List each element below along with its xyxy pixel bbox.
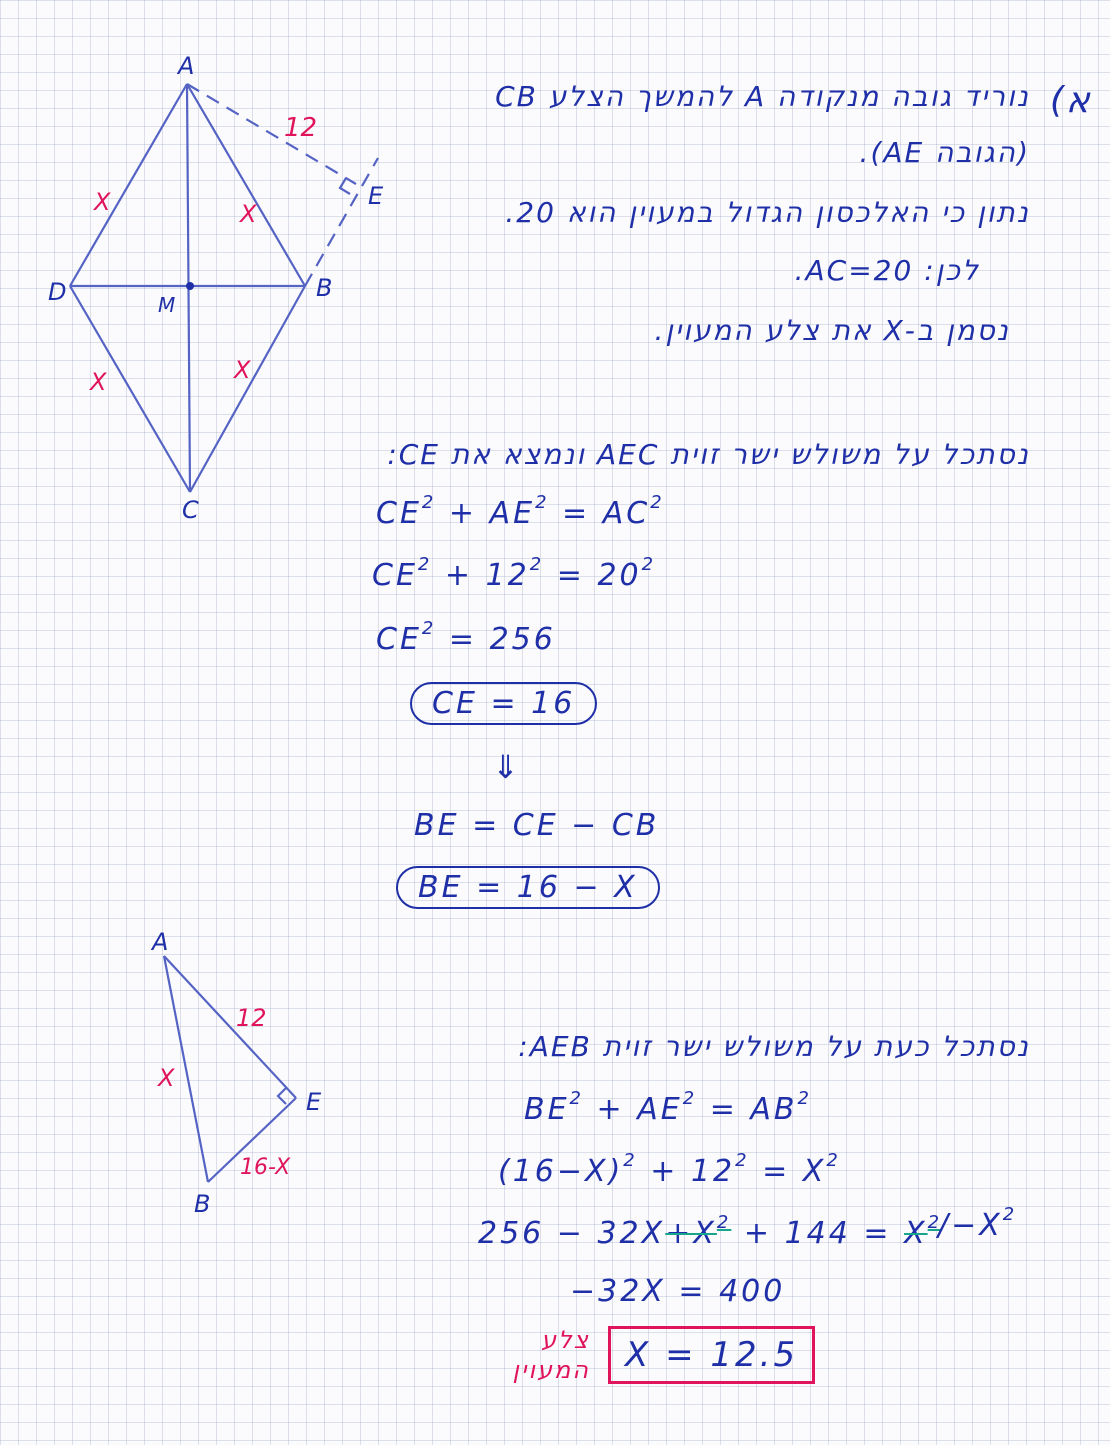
tri-vertex-b: B [194,1190,211,1218]
step1-eq2: $CE^2 + 12^2 = 20^2$ [372,554,657,593]
intro-line-4: לכן: AC=20. [794,254,980,287]
tri-vertex-e: E [306,1088,322,1116]
side-bc-label: X [234,356,251,384]
side-ab-label: X [240,200,257,228]
ae-length-label: 12 [284,113,318,143]
intro-line-3: נתון כי האלכסון הגדול במעוין הוא 20. [505,196,1030,229]
step2-heading: נסתכל כעת על משולש ישר זוית AEB: [518,1030,1030,1063]
intro-line-1: נוריד גובה מנקודה A להמשך הצלע CB [495,80,1030,113]
side-dc-label: X [90,368,107,396]
intro-line-5: נסמן ב-X את צלע המעוין. [654,314,1010,347]
final-answer-box: X = 12.5 [608,1326,815,1384]
extension-cb [305,158,378,286]
side-ad-label: X [94,188,111,216]
step1-eq4: BE = CE − CB [414,808,660,843]
side-ae [164,956,296,1098]
vertex-c: C [182,496,199,524]
tri-ab-label: X [158,1064,175,1092]
side-bc [190,286,305,492]
answer-label-2: המעוין [512,1356,590,1384]
tri-ae-label: 12 [236,1004,267,1032]
step1-heading: נסתכל על משולש ישר זוית AEC ונמצא את CE: [387,438,1030,471]
vertex-e: E [368,182,384,210]
side-ad [70,84,187,286]
right-angle-mark [278,1088,286,1104]
tri-be-label: 16-X [240,1155,291,1180]
intro-line-2: (הגובה AE). [859,136,1030,169]
step2-eq3: $256 - 32X+X^2 + 144 = X^2$ [478,1212,943,1251]
step2-eq4: −32X = 400 [570,1274,786,1309]
be-result: BE = 16 − X [396,866,660,909]
vertex-m: M [158,293,176,317]
step1-eq1: $CE^2 + AE^2 = AC^2$ [376,492,665,531]
implies-arrow: ⇓ [492,748,522,786]
section-label: א) [1049,80,1092,121]
answer-label-1: צלע [541,1326,590,1354]
vertex-d: D [48,278,67,306]
rhombus-figure [0,0,420,540]
vertex-a: A [178,52,195,80]
height-ae [187,84,356,184]
triangle-figure [140,920,340,1220]
vertex-b: B [316,274,333,302]
center-point [186,282,194,290]
step1-eq3: $CE^2 = 256$ [376,618,556,657]
ce-result: CE = 16 [410,682,597,725]
step2-side-operation: $/-X^2$ [938,1204,1018,1243]
tri-vertex-a: A [152,928,169,956]
step2-eq1: $BE^2 + AE^2 = AB^2$ [524,1088,812,1127]
step2-eq2: $(16-X)^2 + 12^2 = X^2$ [498,1150,841,1189]
